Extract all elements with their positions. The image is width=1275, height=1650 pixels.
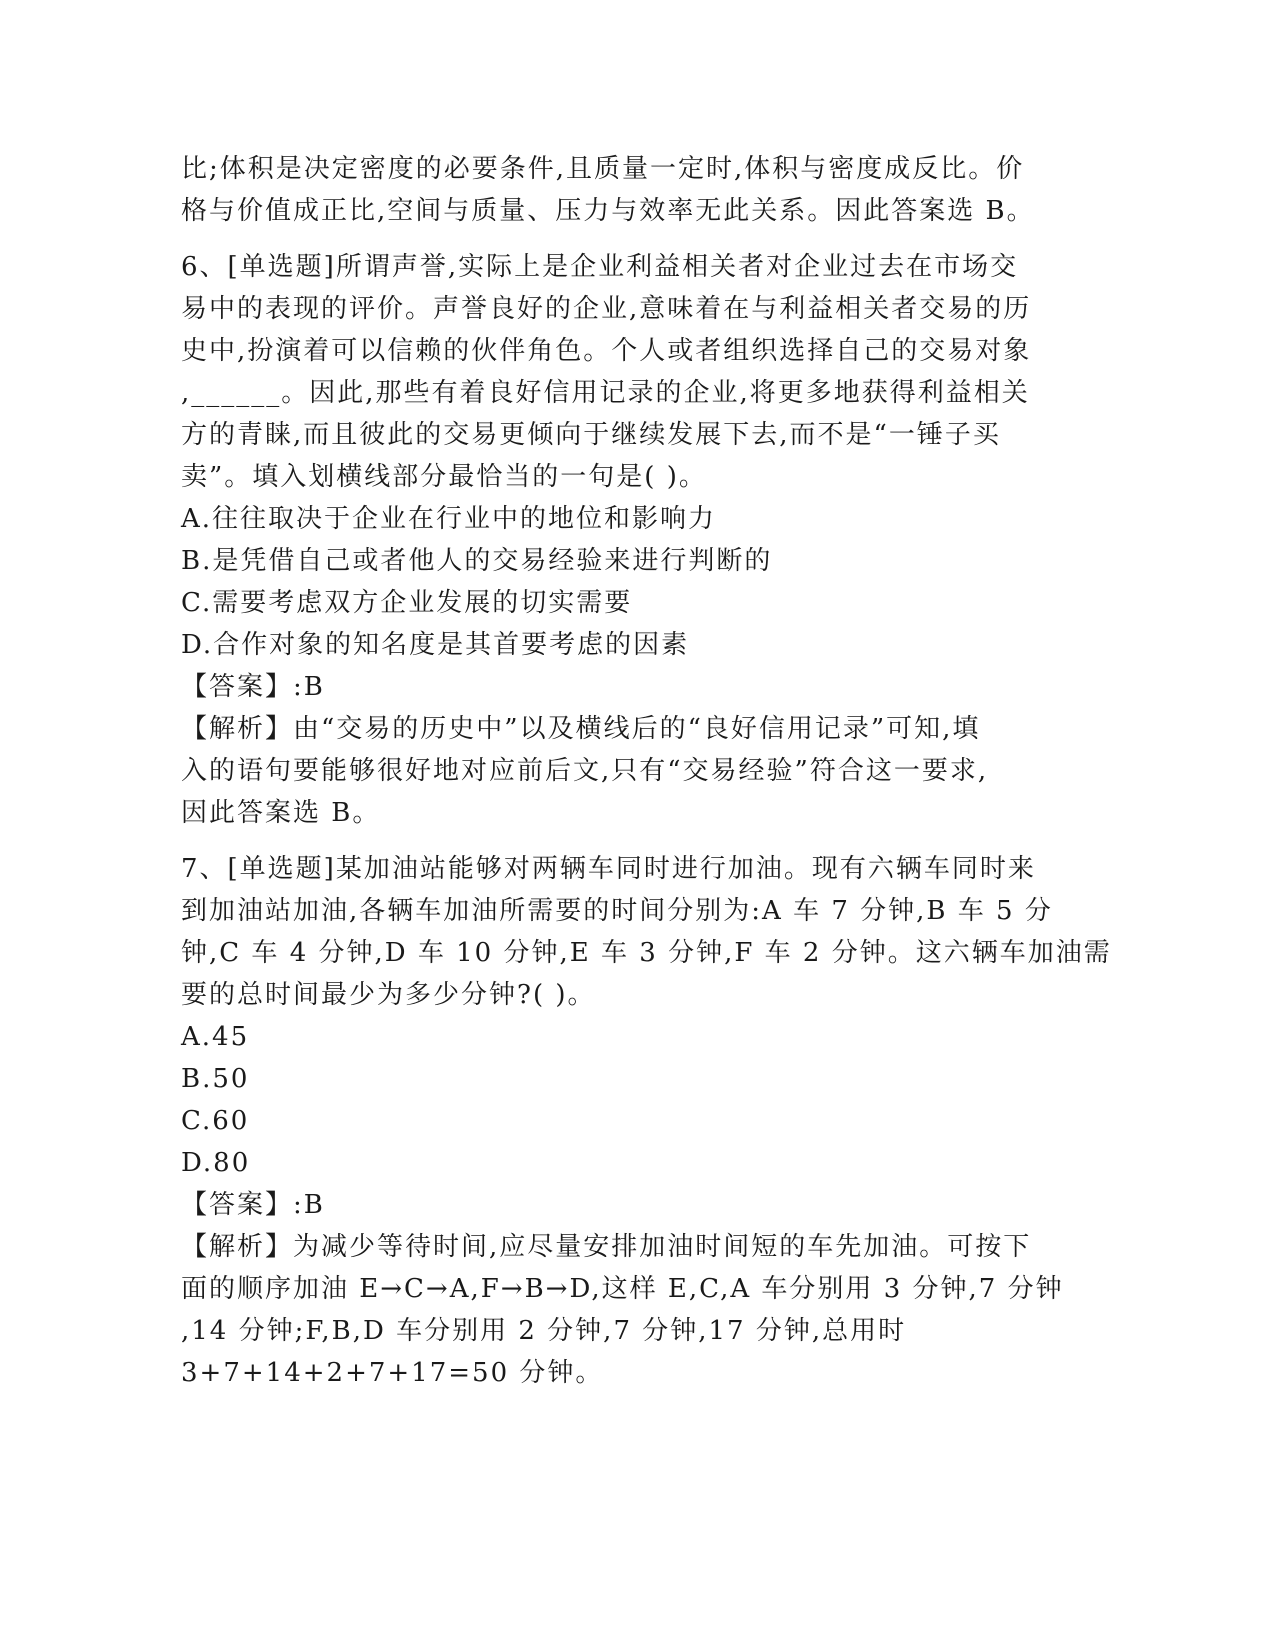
option-a: A.45 <box>181 1022 250 1052</box>
question-stem-line: 方的青睐,而且彼此的交易更倾向于继续发展下去,而不是“一锤子买 <box>181 420 1001 450</box>
question-stem-line: 史中,扮演着可以信赖的伙伴角色。个人或者组织选择自己的交易对象 <box>181 336 1032 366</box>
option-d: D.80 <box>181 1148 251 1178</box>
option-b: B.是凭借自己或者他人的交易经验来进行判断的 <box>181 546 773 576</box>
question-stem-line: 6、[单选题]所谓声誉,实际上是企业利益相关者对企业过去在市场交 <box>181 252 1019 282</box>
question-stem-line: 要的总时间最少为多少分钟?( )。 <box>181 980 596 1010</box>
document-page <box>181 148 1112 1394</box>
explanation-line: 【解析】由“交易的历史中”以及横线后的“良好信用记录”可知,填 <box>181 714 981 744</box>
explanation-line: 因此答案选 B。 <box>181 798 381 828</box>
explanation-line: 入的语句要能够很好地对应前后文,只有“交易经验”符合这一要求, <box>181 756 989 786</box>
answer-line: 【答案】:B <box>181 1190 325 1220</box>
question-stem-line: 7、[单选题]某加油站能够对两辆车同时进行加油。现有六辆车同时来 <box>181 854 1036 884</box>
text-line: 比;体积是决定密度的必要条件,且质量一定时,体积与密度成反比。价 <box>181 154 1025 184</box>
question-7 <box>181 848 1112 1394</box>
question-6 <box>181 246 1071 834</box>
option-c: C.需要考虑双方企业发展的切实需要 <box>181 588 633 618</box>
question-stem-line: 到加油站加油,各辆车加油所需要的时间分别为:A 车 7 分钟,B 车 5 分 <box>181 896 1053 926</box>
explanation-line: 3+7+14+2+7+17=50 分钟。 <box>181 1358 604 1388</box>
option-c: C.60 <box>181 1106 250 1136</box>
previous-explanation <box>181 148 1071 232</box>
explanation-line: 面的顺序加油 E→C→A,F→B→D,这样 E,C,A 车分别用 3 分钟,7 分钟 <box>181 1274 1064 1304</box>
question-stem-line: ,______。因此,那些有着良好信用记录的企业,将更多地获得利益相关 <box>181 378 1030 408</box>
question-stem-line: 卖”。填入划横线部分最恰当的一句是( )。 <box>181 462 707 492</box>
text-line: 格与价值成正比,空间与质量、压力与效率无此关系。因此答案选 B。 <box>181 196 1035 226</box>
explanation-line: 【解析】为减少等待时间,应尽量安排加油时间短的车先加油。可按下 <box>181 1232 1032 1262</box>
explanation-line: ,14 分钟;F,B,D 车分别用 2 分钟,7 分钟,17 分钟,总用时 <box>181 1316 907 1346</box>
option-d: D.合作对象的知名度是其首要考虑的因素 <box>181 630 690 660</box>
answer-line: 【答案】:B <box>181 672 325 702</box>
question-stem-line: 钟,C 车 4 分钟,D 车 10 分钟,E 车 3 分钟,F 车 2 分钟。这六辆车加油需 <box>181 938 1112 968</box>
question-stem-line: 易中的表现的评价。声誉良好的企业,意味着在与利益相关者交易的历 <box>181 294 1032 324</box>
option-b: B.50 <box>181 1064 250 1094</box>
option-a: A.往往取决于企业在行业中的地位和影响力 <box>181 504 717 534</box>
